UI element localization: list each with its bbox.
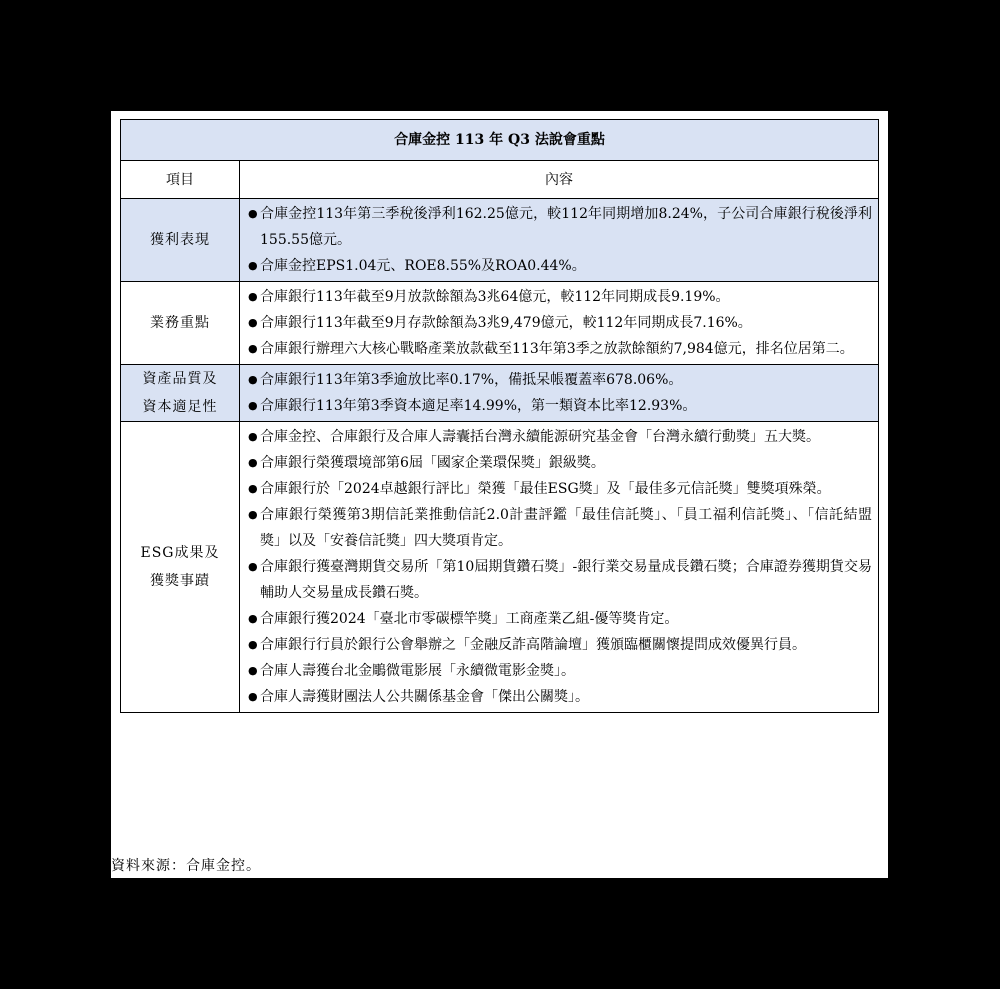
- title-row: [121, 120, 879, 161]
- table-row: [121, 422, 879, 713]
- document-page: [111, 111, 888, 878]
- list-item: ● 合庫銀行榮獲環境部第6屆「國家企業環保獎」銀級獎。: [248, 450, 872, 476]
- header-content: 內容: [240, 161, 879, 199]
- header-row: [121, 161, 879, 199]
- category-esg: ESG成果及 獲獎事蹟: [121, 422, 240, 713]
- table-row: [121, 365, 879, 422]
- list-item: ● 合庫人壽獲財團法人公共關係基金會「傑出公關獎」。: [248, 684, 872, 710]
- list-item: ● 合庫銀行行員於銀行公會舉辦之「金融反詐高階論壇」獲頒臨櫃關懷提問成效優異行員。: [248, 632, 872, 658]
- list-item: ● 合庫金控EPS1.04元、ROE8.55%及ROA0.44%。: [248, 253, 872, 279]
- list-item: ● 合庫銀行於「2024卓越銀行評比」榮獲「最佳ESG獎」及「最佳多元信託獎」雙獎項殊榮。: [248, 476, 872, 502]
- list-item: ● 合庫銀行113年第3季逾放比率0.17%，備抵呆帳覆蓋率678.06%。: [248, 367, 872, 393]
- list-item: ● 合庫金控、合庫銀行及合庫人壽囊括台灣永續能源研究基金會「台灣永續行動獎」五大獎。: [248, 424, 872, 450]
- table-row: [121, 282, 879, 365]
- list-item: ● 合庫銀行113年截至9月存款餘額為3兆9,479億元，較112年同期成長7.16%。: [248, 310, 872, 336]
- list-item: ● 合庫銀行113年第3季資本適足率14.99%，第一類資本比率12.93%。: [248, 393, 872, 419]
- list-item: ● 合庫銀行113年截至9月放款餘額為3兆64億元，較112年同期成長9.19%。: [248, 284, 872, 310]
- table-title: 合庫金控 113 年 Q3 法說會重點: [121, 120, 879, 161]
- category-profit: 獲利表現: [121, 199, 240, 282]
- list-item: ● 合庫金控113年第三季稅後淨利162.25億元，較112年同期增加8.24%，子公司合庫銀行稅後淨利155.55億元。: [248, 201, 872, 253]
- list-item: ● 合庫銀行獲臺灣期貨交易所「第10屆期貨鑽石獎」-銀行業交易量成長鑽石獎；合庫證券獲期貨交易輔助人交易量成長鑽石獎。: [248, 554, 872, 606]
- content-asset-quality: [240, 365, 879, 422]
- table-row: [121, 199, 879, 282]
- content-profit: [240, 199, 879, 282]
- category-business: 業務重點: [121, 282, 240, 365]
- source-note: 資料來源：合庫金控。: [111, 858, 261, 874]
- content-business: [240, 282, 879, 365]
- list-item: ● 合庫人壽獲台北金鵰微電影展「永續微電影金獎」。: [248, 658, 872, 684]
- highlights-table: [120, 119, 879, 713]
- category-asset-quality: 資產品質及 資本適足性: [121, 365, 240, 422]
- list-item: ● 合庫銀行獲2024「臺北市零碳標竿獎」工商產業乙組-優等獎肯定。: [248, 606, 872, 632]
- list-item: ● 合庫銀行榮獲第3期信託業推動信託2.0計畫評鑑「最佳信託獎」、「員工福利信託獎」、「信託結盟獎」以及「安養信託獎」四大獎項肯定。: [248, 502, 872, 554]
- list-item: ● 合庫銀行辦理六大核心戰略產業放款截至113年第3季之放款餘額約7,984億元，排名位居第二。: [248, 336, 872, 362]
- header-item: 項目: [121, 161, 240, 199]
- content-esg: [240, 422, 879, 713]
